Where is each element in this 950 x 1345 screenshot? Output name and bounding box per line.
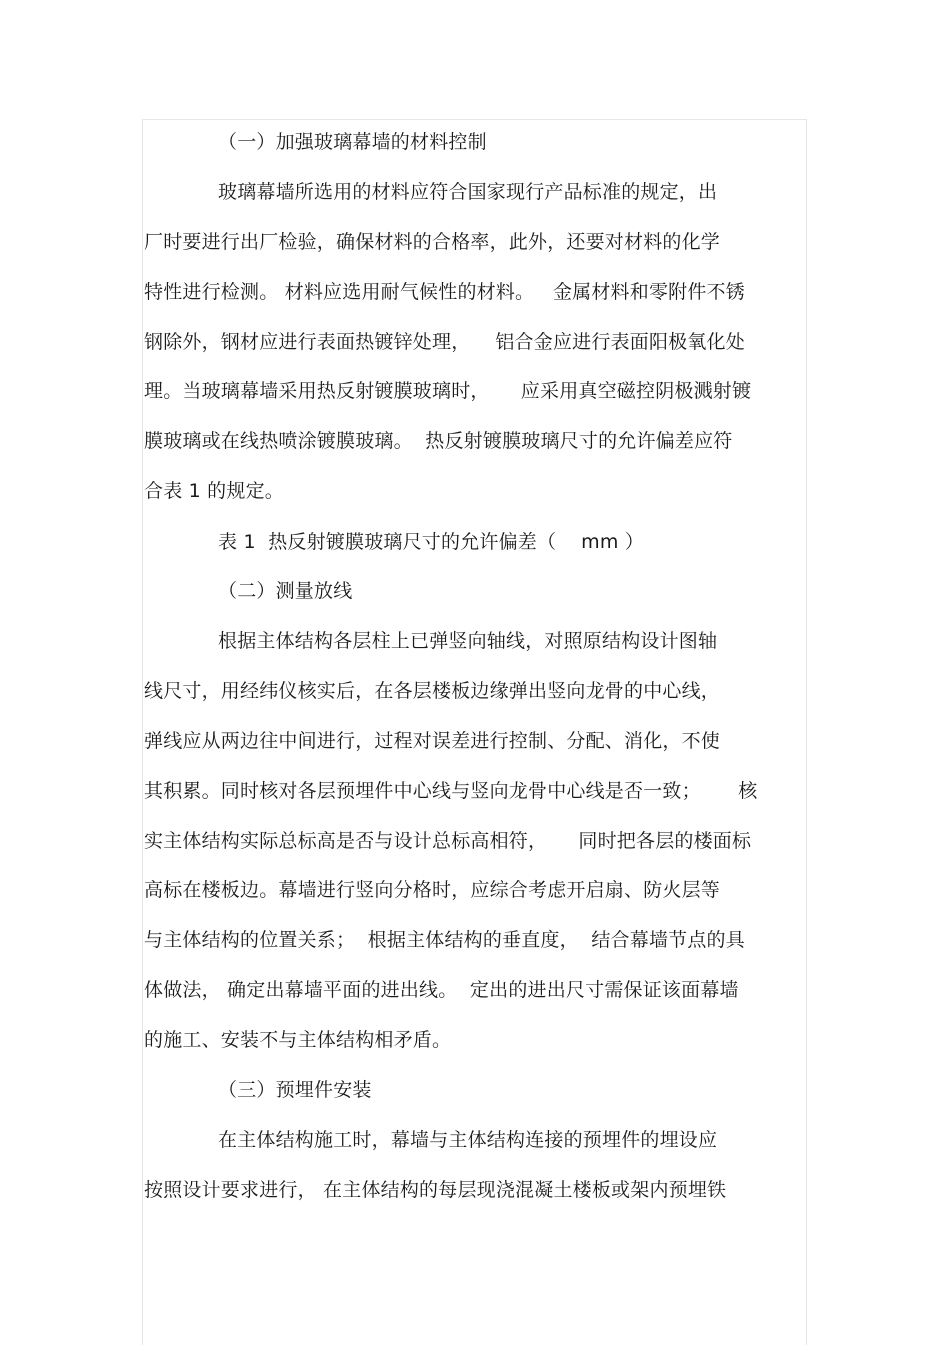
paragraph-line: 在主体结构施工时，幕墙与主体结构连接的预埋件的埋设应 [218,1129,718,1151]
paragraph-line: 弹线应从两边往中间进行，过程对误差进行控制、分配、消化，不使 [144,730,721,752]
paragraph-line: 钢除外，钢材应进行表面热镀锌处理， 铝合金应进行表面阳极氧化处 [144,331,745,353]
section-heading-2: （二）测量放线 [218,580,353,602]
table-caption: 表 1 热反射镀膜玻璃尺寸的允许偏差（ mm ） [218,531,645,553]
paragraph-line: 实主体结构实际总标高是否与设计总标高相符， 同时把各层的楼面标 [144,830,752,852]
paragraph-line: 按照设计要求进行， 在主体结构的每层现浇混凝土楼板或架内预埋铁 [144,1179,727,1201]
paragraph-line: 线尺寸，用经纬仪核实后，在各层楼板边缘弹出竖向龙骨的中心线， [144,680,721,702]
paragraph-line: 理。当玻璃幕墙采用热反射镀膜玻璃时， 应采用真空磁控阴极溅射镀 [144,380,752,402]
section-heading-1: （一）加强玻璃幕墙的材料控制 [218,131,487,153]
paragraph-line: 与主体结构的位置关系； 根据主体结构的垂直度， 结合幕墙节点的具 [144,929,745,951]
paragraph-line: 厂时要进行出厂检验，确保材料的合格率，此外，还要对材料的化学 [144,231,721,253]
paragraph-line: 高标在楼板边。幕墙进行竖向分格时，应综合考虑开启扇、防火层等 [144,879,721,901]
paragraph-line: 玻璃幕墙所选用的材料应符合国家现行产品标准的规定，出 [218,181,718,203]
paragraph-line: 的施工、安装不与主体结构相矛盾。 [144,1029,452,1051]
paragraph-line: 膜玻璃或在线热喷涂镀膜玻璃。 热反射镀膜玻璃尺寸的允许偏差应符 [144,430,733,452]
paragraph-line: 特性进行检测。 材料应选用耐气候性的材料。 金属材料和零附件不锈 [144,281,745,303]
paragraph-line: 体做法， 确定出幕墙平面的进出线。 定出的进出尺寸需保证该面幕墙 [144,979,739,1001]
paragraph-line: 合表 1 的规定。 [144,480,284,502]
paragraph-line: 其积累。同时核对各层预埋件中心线与竖向龙骨中心线是否一致； 核 [144,780,758,802]
paragraph-line: 根据主体结构各层柱上已弹竖向轴线，对照原结构设计图轴 [218,630,718,652]
section-heading-3: （三）预埋件安装 [218,1079,372,1101]
